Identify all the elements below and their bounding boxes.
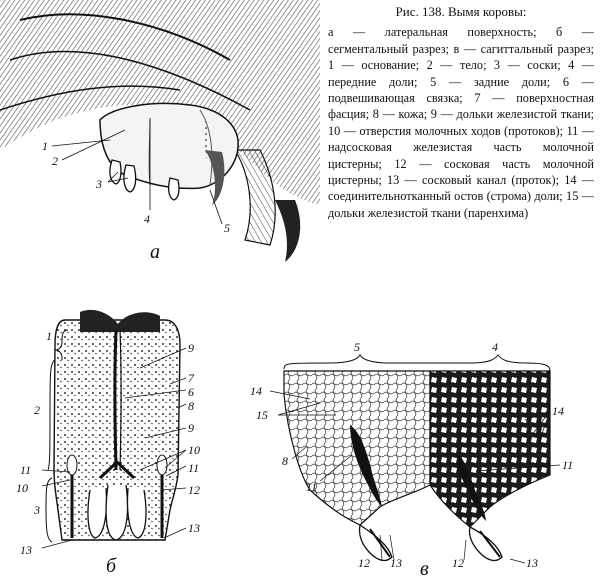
label-c-11-left: 11	[306, 480, 318, 494]
label-b-3: 3	[34, 503, 40, 517]
caption-title: Рис. 138. Вымя коровы:	[395, 4, 527, 19]
label-b-10-left: 10	[16, 481, 28, 495]
sublabel-c: в	[420, 558, 429, 580]
label-a-4: 4	[144, 212, 150, 226]
label-a-3: 3	[96, 177, 102, 191]
label-a-1: 1	[42, 139, 48, 153]
figure-a-lateral-surface	[0, 0, 320, 270]
label-a-5: 5	[224, 221, 230, 235]
label-c-13-left: 13	[390, 556, 402, 570]
label-b-8: 8	[188, 399, 194, 413]
label-c-14-left: 14	[250, 384, 262, 398]
label-c-14-right: 14	[552, 404, 564, 418]
label-c-11-right: 11	[562, 458, 574, 472]
label-c-13-right: 13	[526, 556, 538, 570]
sublabel-a: а	[150, 241, 160, 263]
figure-caption	[328, 4, 594, 221]
label-b-11-right: 11	[188, 461, 200, 475]
sublabel-b: б	[106, 555, 117, 577]
label-b-6: 6	[188, 385, 194, 399]
figure-c-illustration	[240, 335, 600, 585]
label-c-12-right: 12	[452, 556, 464, 570]
label-b-10-right: 10	[188, 443, 200, 457]
figure-c-sagittal-section	[240, 335, 600, 585]
figure-b-segmental-section	[0, 300, 230, 585]
caption-body: а — латеральная поверхность; б — сегментальный разрез; в — сагиттальный разрез; 1 — основание; 2 — тело; 3 — соски; 4 — передние доли; 5 — задние доли; 6 — подвешивающая связка; 7 — поверхностная фасция; 8 — кожа; 9 — дольки железистой ткани; 10 — отверстия молочных ходов (протоков); 11 — надсосковая железистая часть молочной цистерны; 12 — сосковая часть молочной цистерны; 13 — сосковый канал (проток); 14 — соединительнотканный остов (строма) доли; 15 — дольки железистой ткани (паренхима)	[328, 25, 594, 220]
label-b-9-lower: 9	[188, 421, 194, 435]
label-b-13-left: 13	[20, 543, 32, 557]
label-a-2: 2	[52, 154, 58, 168]
label-b-11-left: 11	[20, 463, 32, 477]
label-c-8: 8	[282, 454, 288, 468]
label-b-1: 1	[46, 329, 52, 343]
label-c-15: 15	[256, 408, 268, 422]
figure-a-illustration	[0, 0, 320, 270]
label-b-9-upper: 9	[188, 341, 194, 355]
label-c-4: 4	[492, 340, 498, 354]
label-c-5: 5	[354, 340, 360, 354]
label-b-7: 7	[188, 371, 194, 385]
label-b-2: 2	[34, 403, 40, 417]
label-c-12-left: 12	[358, 556, 370, 570]
label-b-13-right: 13	[188, 521, 200, 535]
label-b-12: 12	[188, 483, 200, 497]
